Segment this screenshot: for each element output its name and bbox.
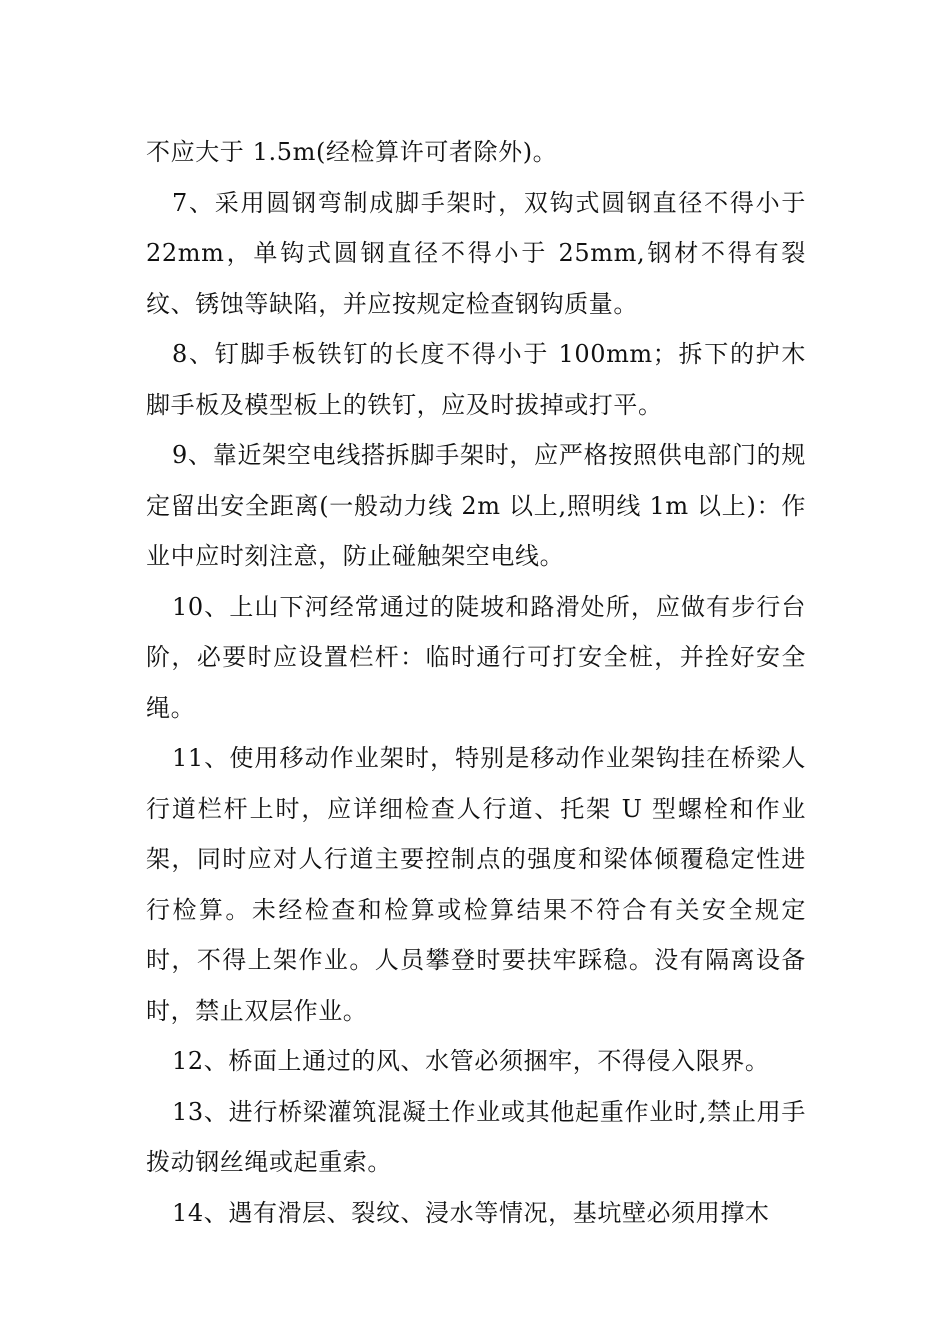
paragraph-item-13: 13、进行桥梁灌筑混凝土作业或其他起重作业时,禁止用手拨动钢丝绳或起重索。 xyxy=(146,1097,806,1176)
paragraph-item-12: 12、桥面上通过的风、水管必须捆牢，不得侵入限界。 xyxy=(172,1047,770,1075)
paragraph-item-11: 11、使用移动作业架时，特别是移动作业架钩挂在桥梁人行道栏杆上时，应详细检查人行道、托架 U 型螺栓和作业架，同时应对人行道主要控制点的强度和梁体倾覆稳定性进行检算。未经检查和检算或检算结果不符合有关安全规定时，不得上架作业。人员攀登时要扶牢踩稳。没有隔离设备时，禁止双层作业。 xyxy=(146,744,806,1025)
paragraph-continuation: 不应大于 1.5m(经检算许可者除外)。 xyxy=(146,138,558,166)
paragraph-item-10: 10、上山下河经常通过的陡坡和路滑处所，应做有步行台阶，必要时应设置栏杆：临时通行可打安全桩，并拴好安全绳。 xyxy=(146,592,806,722)
paragraph-item-7: 7、采用圆钢弯制成脚手架时，双钩式圆钢直径不得小于 22mm，单钩式圆钢直径不得小于 25mm,钢材不得有裂纹、锈蚀等缺陷，并应按规定检查钢钩质量。 xyxy=(146,188,806,318)
paragraph-item-8: 8、钉脚手板铁钉的长度不得小于 100mm；拆下的护木脚手板及模型板上的铁钉，应及时拔掉或打平。 xyxy=(146,340,806,419)
paragraph-item-9: 9、靠近架空电线搭拆脚手架时，应严格按照供电部门的规定留出安全距离(一般动力线 2m 以上,照明线 1m 以上)：作业中应时刻注意，防止碰触架空电线。 xyxy=(146,441,806,570)
paragraph-item-14: 14、遇有滑层、裂纹、浸水等情况，基坑壁必须用撑木 xyxy=(172,1198,770,1227)
document-body xyxy=(146,127,806,1238)
